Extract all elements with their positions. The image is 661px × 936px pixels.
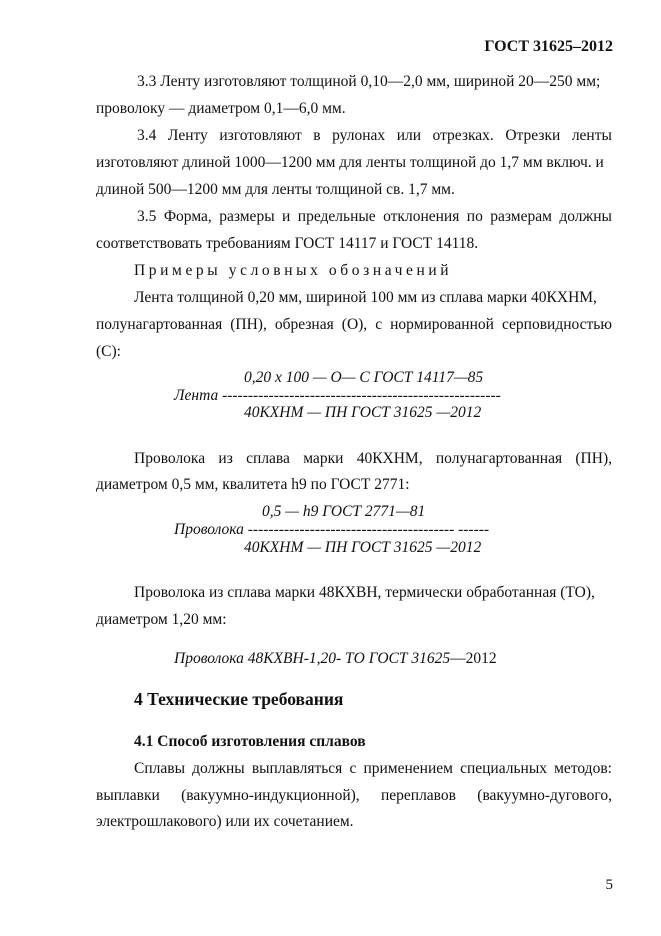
word: (ПН), xyxy=(230,316,267,333)
word: рулонах xyxy=(332,127,386,144)
word: должны xyxy=(192,760,245,777)
section-4-heading: 4 Технические требования xyxy=(134,689,344,709)
example-2-line-1 xyxy=(134,450,612,468)
word: полунагартованная xyxy=(96,316,223,333)
word: выплавляться xyxy=(251,760,343,777)
example-1-line-2 xyxy=(96,316,612,334)
word: 3.5 xyxy=(137,208,157,225)
paragraph-text: 3.3 Ленту изготовляют толщиной 0,10—2,0 мм, шириной 20—250 мм; xyxy=(137,73,601,90)
page-number: 5 xyxy=(605,877,613,893)
example-3-line-1 xyxy=(134,584,612,602)
word: марки xyxy=(303,450,344,467)
word: Форма, xyxy=(163,208,212,225)
designation-formula-1-top: 0,20 х 100 — О— С ГОСТ 14117—85 xyxy=(244,369,484,386)
designation-formula-3-year: —2012 xyxy=(450,650,497,667)
paragraph-3-3-line-2: проволоку — диаметром 0,1—6,0 мм. xyxy=(96,100,346,117)
word: нормированной xyxy=(390,316,494,333)
designation-formula-2-divider: Проволока ---------------------------------------- ------ xyxy=(174,521,490,538)
paragraph-3-3-line-1 xyxy=(137,73,612,91)
paragraph-text: Лента толщиной 0,20 мм, шириной 100 мм из сплава марки 40КХНМ, xyxy=(134,289,597,306)
document-id-header: ГОСТ 31625–2012 xyxy=(484,38,613,55)
paragraph-3-5-line-2: соответствовать требованиям ГОСТ 14117 и ГОСТ 14118. xyxy=(96,235,479,252)
paragraph-text: Проволока из сплава марки 48КХВН, термически обработанная (ТО), xyxy=(134,584,595,601)
word: полунагартованная xyxy=(435,450,563,467)
word: 40КХНМ, xyxy=(356,450,423,467)
word: размеры xyxy=(219,208,275,225)
word: и xyxy=(282,208,291,225)
word: отрезках. xyxy=(432,127,494,144)
word: 3.4 xyxy=(137,127,157,144)
word: ленты xyxy=(571,127,612,144)
word: специальных xyxy=(460,760,547,777)
word: применением xyxy=(363,760,453,777)
word: переплавов xyxy=(380,787,456,804)
word: (О), xyxy=(341,316,368,333)
paragraph-text: изготовляют длиной 1000—1200 мм для ленты толщиной до 1,7 мм включ. и xyxy=(96,154,604,171)
word: Ленту xyxy=(167,127,208,144)
word: отклонения xyxy=(383,208,460,225)
example-2-line-2: диаметром 0,5 мм, квалитета h9 по ГОСТ 2771: xyxy=(96,476,410,493)
section-4-1-line-1 xyxy=(134,760,612,778)
designation-formula-2-top: 0,5 — h9 ГОСТ 2771—81 xyxy=(262,503,426,520)
example-3-line-2: диаметром 1,20 мм: xyxy=(96,611,227,628)
word: (вакуумно-дугового, xyxy=(477,787,612,804)
word: в xyxy=(313,127,321,144)
paragraph-3-4-line-2 xyxy=(96,154,612,172)
word: с xyxy=(375,316,383,333)
word: сплава xyxy=(246,450,290,467)
word: методов: xyxy=(554,760,612,777)
word: Отрезки xyxy=(505,127,561,144)
examples-heading: Примеры условных обозначений xyxy=(134,262,453,279)
word: из xyxy=(218,450,233,467)
paragraph-3-4-line-3: длиной 500—1200 мм для ленты толщиной св. 1,7 мм. xyxy=(96,181,455,198)
word: (ПН), xyxy=(575,450,612,467)
section-4-1-line-2 xyxy=(96,787,612,805)
word: обрезная xyxy=(274,316,334,333)
designation-formula-2-bottom: 40КХНМ — ПН ГОСТ 31625 —2012 xyxy=(244,539,482,556)
word: серповидностью xyxy=(501,316,612,333)
paragraph-3-5-line-1 xyxy=(137,208,612,226)
word: (вакуумно-индукционной), xyxy=(181,787,360,804)
paragraph-3-4-line-1 xyxy=(137,127,612,145)
word: Сплавы xyxy=(134,760,185,777)
word: Проволока xyxy=(134,450,206,467)
designation-formula-3 xyxy=(174,650,497,668)
word: предельные xyxy=(297,208,376,225)
word: должны xyxy=(559,208,612,225)
word: изготовляют xyxy=(219,127,302,144)
example-1-line-1 xyxy=(134,289,612,307)
designation-formula-1-bottom: 40КХНМ — ПН ГОСТ 31625 —2012 xyxy=(244,404,482,421)
word: или xyxy=(396,127,422,144)
designation-formula-1-divider: Лента ------------------------------------------------------ xyxy=(174,387,501,404)
word: размерам xyxy=(490,208,552,225)
example-1-line-3: (С): xyxy=(96,343,121,360)
designation-formula-3-italic: Проволока 48КХВН-1,20- ТО ГОСТ 31625 xyxy=(174,650,451,667)
subsection-4-1-heading: 4.1 Способ изготовления сплавов xyxy=(134,733,366,750)
word: по xyxy=(466,208,483,225)
word: с xyxy=(349,760,357,777)
section-4-1-line-3: электрошлакового) или их сочетанием. xyxy=(96,813,354,830)
word: выплавки xyxy=(96,787,160,804)
